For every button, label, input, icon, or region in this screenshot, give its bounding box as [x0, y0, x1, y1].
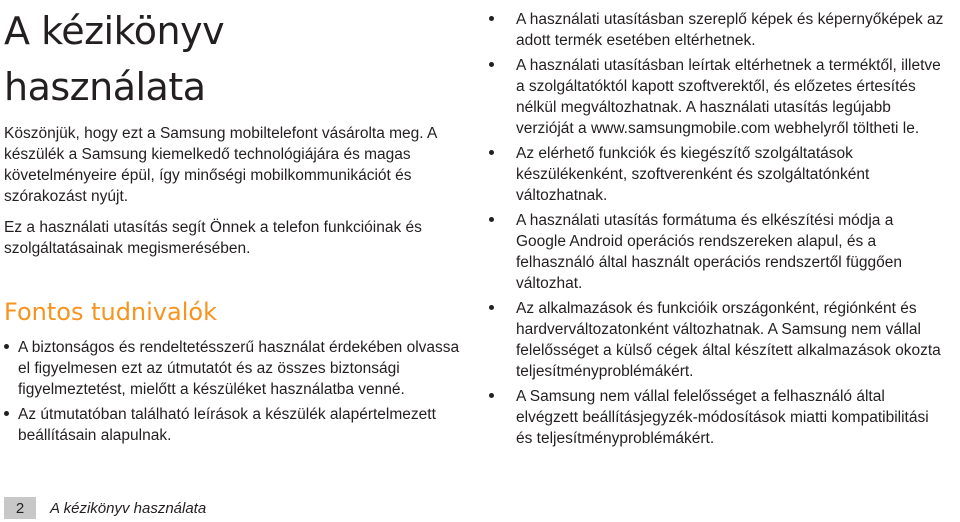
- notes-list-continued: [487, 9, 947, 449]
- bullet-icon: [4, 344, 9, 349]
- list-item: [487, 386, 947, 449]
- list-item-text: Az alkalmazások és funkcióik országonként, régiónként és hardverváltozatonként változhatnak. A Samsung nem vállal felelősséget a külső cégek által készített alkalmazások okozta teljesítményproblémákért.: [516, 300, 941, 380]
- page-number: 2: [4, 497, 36, 519]
- page-title: [4, 0, 466, 115]
- list-item-text: A biztonságos és rendeltetésszerű használat érdekében olvassa el figyelmesen ezt az útmutatót és az összes biztonsági figyelmeztetést, mielőtt a készüléket használatba venné.: [18, 339, 460, 398]
- page-footer: [4, 497, 206, 519]
- right-column: [487, 9, 947, 449]
- left-column: [4, 0, 466, 446]
- important-notes-list: [4, 337, 466, 446]
- bullet-icon: [489, 217, 494, 222]
- list-item-text: Az útmutatóban található leírások a készülék alapértelmezett beállításain alapulnak.: [18, 406, 436, 444]
- page-title-line1: A kézikönyv: [4, 9, 225, 53]
- list-item: [487, 210, 947, 294]
- intro-paragraph-1: Köszönjük, hogy ezt a Samsung mobiltelefont vásárolta meg. A készülék a Samsung kiemelkedő technológiájára és magas követelményeire épül, így minőségi mobilkommunikációt és szórakozást nyújt.: [4, 125, 437, 205]
- list-item: [4, 404, 466, 446]
- list-item-text: A használati utasításban szereplő képek és képernyőképek az adott termék esetében eltérhetnek.: [516, 11, 944, 49]
- list-item: [487, 298, 947, 382]
- list-item: [4, 337, 466, 400]
- list-item: [487, 9, 947, 51]
- bullet-icon: [489, 150, 494, 155]
- page-title-line2: használata: [4, 65, 206, 109]
- bullet-icon: [489, 305, 494, 310]
- list-item-text: A használati utasítás formátuma és elkészítési módja a Google Android operációs rendszereken alapul, és a felhasználó által használt operációs rendszertől függően változhat.: [516, 212, 903, 292]
- running-title: A kézikönyv használata: [50, 499, 207, 517]
- bullet-icon: [489, 393, 494, 398]
- list-item: [487, 143, 947, 206]
- bullet-icon: [489, 16, 494, 21]
- section-heading: Fontos tudnivalók: [4, 298, 217, 326]
- intro-paragraph-2: Ez a használati utasítás segít Önnek a telefon funkcióinak és szolgáltatásainak megismerésében.: [4, 219, 422, 257]
- bullet-icon: [489, 62, 494, 67]
- list-item-text: A használati utasításban leírtak eltérhetnek a terméktől, illetve a szolgáltatóktól kapott szoftverektől, és előzetes értesítés nélkül megváltozhatnak. A használati utasítás legújabb verzióját a www.samsungmobile.com webhelyről töltheti le.: [516, 57, 941, 137]
- list-item-text: Az elérhető funkciók és kiegészítő szolgáltatások készülékenként, szoftverenként és szolgáltatónként változhatnak.: [516, 145, 870, 204]
- bullet-icon: [4, 411, 9, 416]
- list-item-text: A Samsung nem vállal felelősséget a felhasználó által elvégzett beállításjegyzék-módosítások miatti kompatibilitási és teljesítményproblémákért.: [516, 388, 929, 447]
- list-item: [487, 55, 947, 139]
